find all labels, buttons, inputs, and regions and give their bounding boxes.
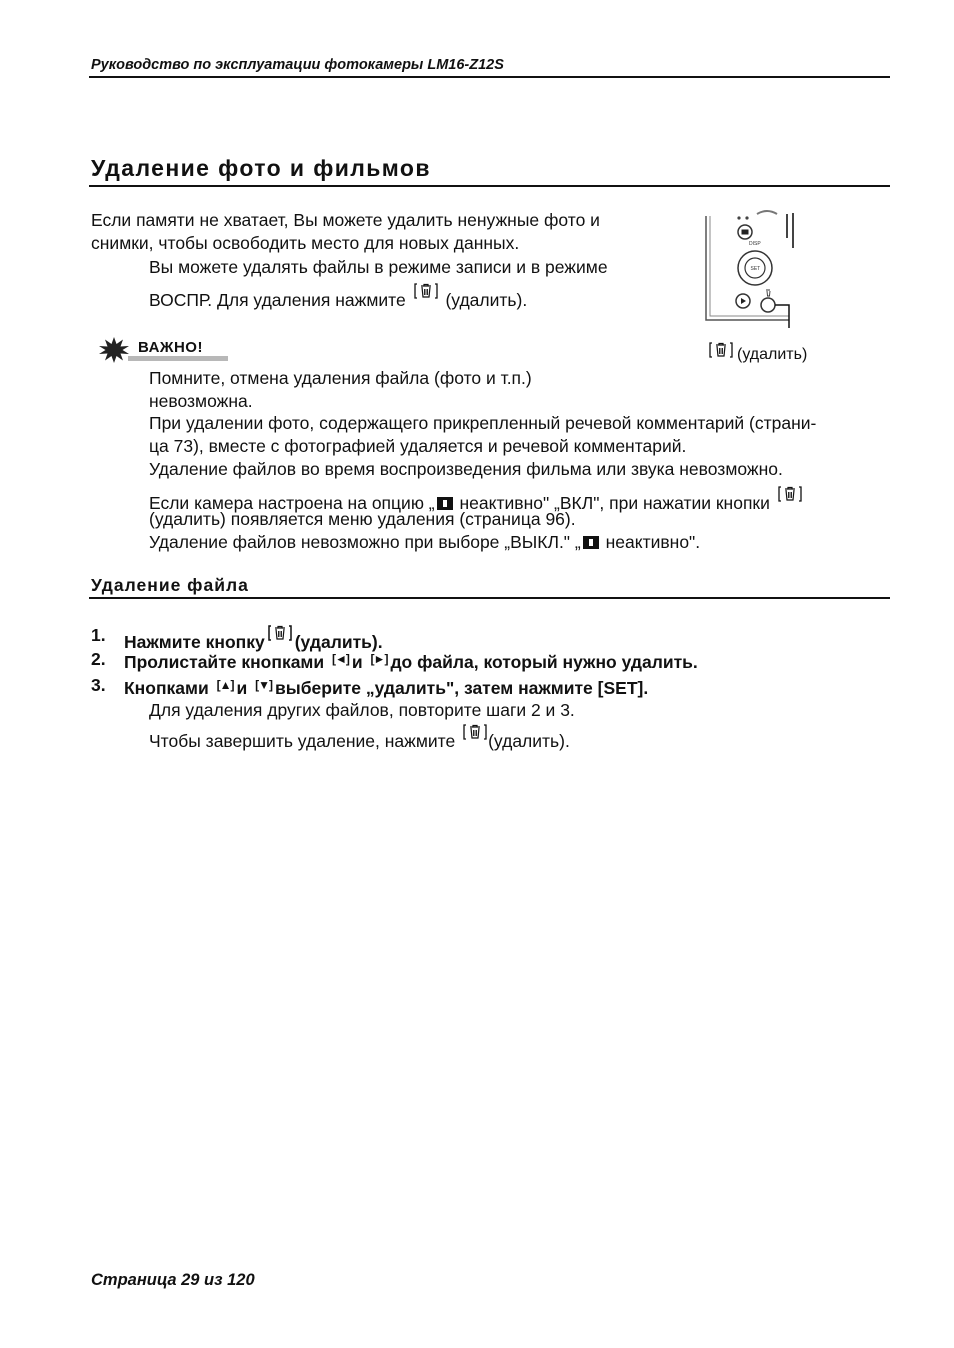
note-line: Для удаления других файлов, повторите шаги 2 и 3. xyxy=(149,700,575,720)
step-text: (удалить). xyxy=(294,632,383,652)
right-button-icon: [►] xyxy=(370,652,388,666)
step-text: и xyxy=(236,678,248,698)
important-line: Помните, отмена удаления файла (фото и т.п.) xyxy=(149,368,532,388)
important-line: (удалить) появляется меню удаления (страница 96). xyxy=(149,509,576,529)
important-burst-icon xyxy=(99,337,129,363)
step-number: 3. xyxy=(91,675,106,695)
disp-label: DISP xyxy=(749,241,761,247)
intro-line: снимки, чтобы освободить место для новых данных. xyxy=(91,233,520,253)
down-button-icon: [▼] xyxy=(255,678,273,692)
important-text: Удаление файлов невозможно при выборе „ВЫКЛ." „ xyxy=(149,532,581,552)
step-text: Кнопками xyxy=(124,678,209,698)
intro-text: ВОСПР. Для удаления нажмите xyxy=(149,290,406,310)
left-button-icon: [◄] xyxy=(332,652,349,666)
header-rule xyxy=(89,76,890,78)
trash-icon xyxy=(709,341,733,359)
camera-back-illustration xyxy=(701,208,801,328)
running-header: Руководство по эксплуатации фотокамеры LM16-Z12S xyxy=(91,57,504,73)
intro-text: (удалить). xyxy=(445,290,528,310)
trash-icon xyxy=(463,723,487,741)
trash-icon xyxy=(268,624,292,642)
note-text: Чтобы завершить удаление, нажмите xyxy=(149,731,456,751)
important-text: Если камера настроена на опцию „ xyxy=(149,493,435,513)
section-title: Удаление фото и фильмов xyxy=(91,155,431,181)
step-number: 2. xyxy=(91,649,106,669)
intro-line xyxy=(149,282,527,312)
set-label: SET xyxy=(750,266,761,272)
delete-setting-icon xyxy=(583,536,599,549)
note-line xyxy=(149,723,570,753)
step-text: до файла, который нужно удалить. xyxy=(390,652,698,672)
note-text: (удалить). xyxy=(488,731,570,751)
important-line: Удаление файлов во время воспроизведения фильма или звука невозможно. xyxy=(149,459,783,479)
important-label: ВАЖНО! xyxy=(138,339,203,356)
caption-text: (удалить) xyxy=(737,346,808,363)
important-line: ца 73), вместе с фотографией удаляется и речевой комментарий. xyxy=(149,436,687,456)
figure-caption xyxy=(706,341,807,364)
important-text: неактивно" „ВКЛ", при нажатии кнопки xyxy=(454,493,770,513)
step-number: 1. xyxy=(91,625,106,645)
step-text: Нажмите кнопку xyxy=(124,632,265,652)
page-footer: Страница 29 из 120 xyxy=(91,1271,255,1289)
intro-line: Если памяти не хватает, Вы можете удалить ненужные фото и xyxy=(91,210,600,230)
important-text: неактивно". xyxy=(600,532,701,552)
step-text: выберите „удалить", затем нажмите [SET]. xyxy=(275,678,649,698)
important-underline-bar xyxy=(128,356,228,361)
trash-icon xyxy=(414,282,438,300)
title-rule xyxy=(89,185,890,187)
important-line: При удалении фото, содержащего прикрепленный речевой комментарий (страни- xyxy=(149,413,817,433)
step-text: и xyxy=(351,652,363,672)
important-line xyxy=(149,531,700,554)
subsection-rule xyxy=(89,597,890,599)
important-line: невозможна. xyxy=(149,391,253,411)
subsection-title: Удаление файла xyxy=(91,575,249,595)
step-text: Пролистайте кнопками xyxy=(124,652,325,672)
intro-line: Вы можете удалять файлы в режиме записи и в режиме xyxy=(149,257,608,277)
up-button-icon: [▲] xyxy=(216,678,234,692)
trash-icon xyxy=(778,485,802,503)
